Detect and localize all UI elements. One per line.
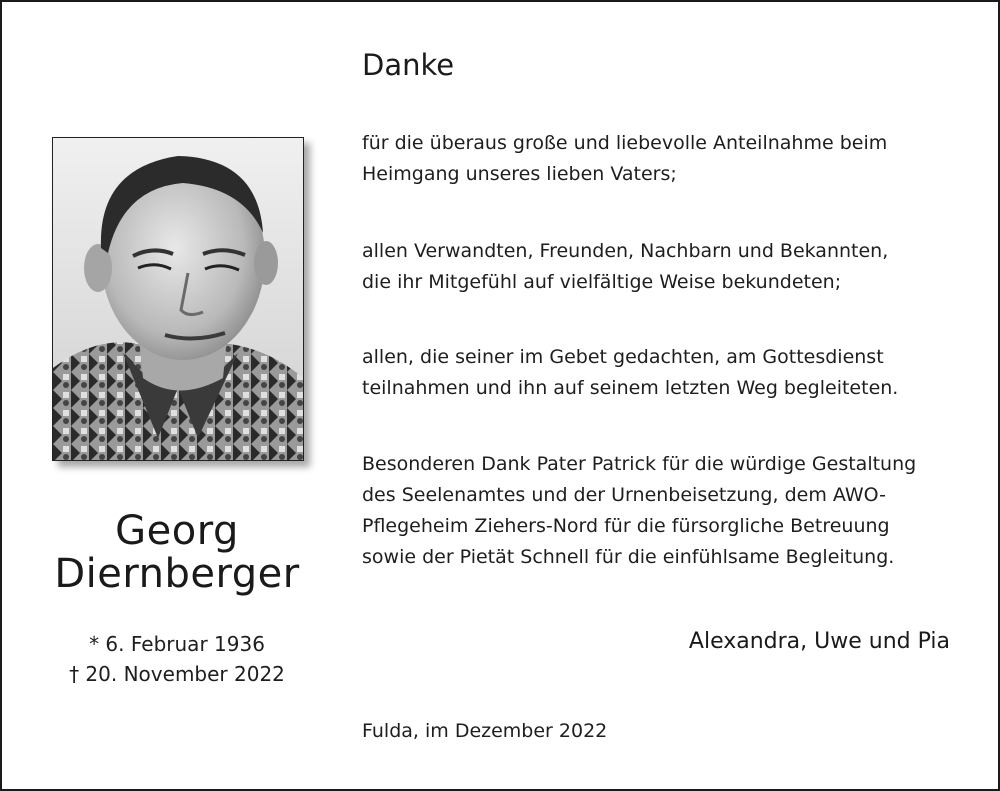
text-line: die ihr Mitgefühl auf vielfältige Weise bekundeten; xyxy=(362,271,842,293)
text-line: allen Verwandten, Freunden, Nachbarn und Bekannten, xyxy=(362,240,889,262)
portrait-photo xyxy=(52,137,304,461)
text-line: teilnahmen und ihn auf seinem letzten Weg begleiteten. xyxy=(362,377,899,399)
signers: Alexandra, Uwe und Pia xyxy=(688,629,950,654)
text-line: für die überaus große und liebevolle Anteilnahme beim xyxy=(362,132,888,154)
birth-date: * 6. Februar 1936 xyxy=(89,632,265,656)
paragraph-prayer xyxy=(362,342,962,404)
deceased-last-name: Diernberger xyxy=(54,551,300,597)
text-line: allen, die seiner im Gebet gedachten, am Gottesdienst xyxy=(362,346,884,368)
paragraph-sympathy xyxy=(362,128,962,190)
paragraph-special-thanks xyxy=(362,449,962,573)
death-date: † 20. November 2022 xyxy=(69,662,285,686)
portrait-image xyxy=(53,138,303,460)
text-line: sowie der Pietät Schnell für die einfühlsame Begleitung. xyxy=(362,546,895,568)
place-date: Fulda, im Dezember 2022 xyxy=(362,720,608,742)
text-line: Heimgang unseres lieben Vaters; xyxy=(362,163,677,185)
thanks-heading: Danke xyxy=(362,48,455,82)
text-line: Besonderen Dank Pater Patrick für die würdige Gestaltung xyxy=(362,453,917,475)
text-line: des Seelenamtes und der Urnenbeisetzung, dem AWO- xyxy=(362,484,886,506)
deceased-first-name: Georg xyxy=(115,508,239,554)
text-line: Pflegeheim Ziehers-Nord für die fürsorgliche Betreuung xyxy=(362,515,890,537)
paragraph-relatives xyxy=(362,236,962,298)
